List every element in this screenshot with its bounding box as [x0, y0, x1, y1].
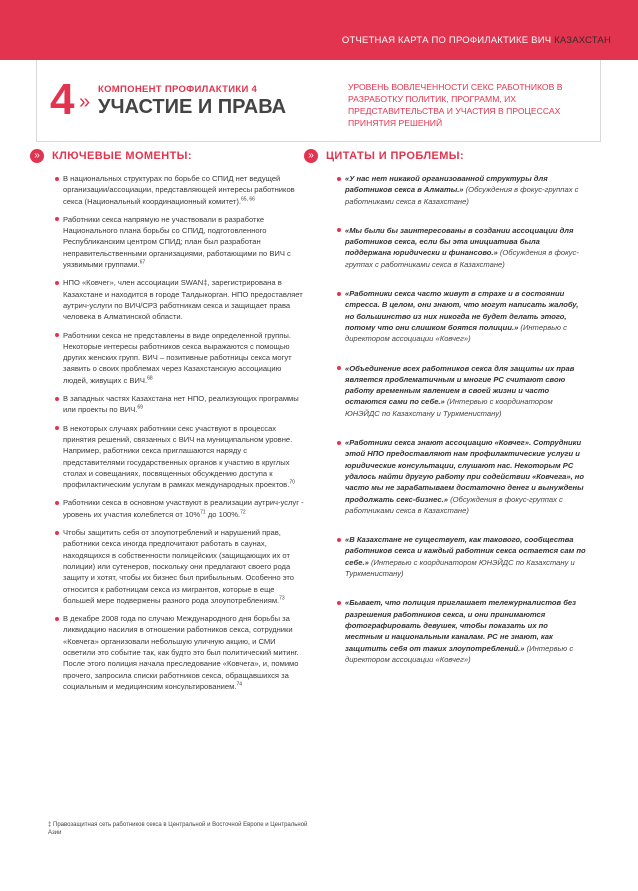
- component-level-description: УРОВЕНЬ ВОВЛЕЧЕННОСТИ СЕКС РАБОТНИКОВ В РАЗРАБОТКУ ПОЛИТИК, ПРОГРАММ, ИХ ПРЕДСТАВИТЕЛЬСТВА И УЧАСТИЯ В ПРОЦЕССАХ ПРИНЯТИЯ РЕШЕНИЙ: [348, 82, 563, 128]
- chevron-icon: »: [79, 91, 91, 113]
- key-point-text: НПО «Ковчег», член ассоциации SWAN‡, зарегистрирована в Казахстане и находится в городе Талдыкорган. НПО предоставляет аутрич-услуги по ВИЧ/СРЗ работникам секса и защищает права человека в Алматинской области.: [63, 278, 303, 322]
- list-item: [55, 277, 305, 322]
- quote-source: (Интервью с директором ассоциации «Ковчег»): [345, 643, 574, 664]
- quote-source: (Интервью с координатором ЮНЭЙДС по Казахстану и Туркменистану): [345, 557, 575, 579]
- footnote-ref: 71: [200, 509, 206, 516]
- list-item: [337, 597, 587, 665]
- list-item: [337, 534, 587, 579]
- footnote-ref: 68: [147, 375, 153, 382]
- quote-source: (Обсуждения в фокус-группах с работниками секса в Казахстане): [345, 494, 563, 515]
- list-item: [337, 173, 587, 207]
- quote-text: «У нас нет никакой организованной структуры для работников секса в Алматы.»: [345, 174, 548, 195]
- footnote-ref: 73: [279, 595, 285, 602]
- component-title: УЧАСТИЕ И ПРАВА: [98, 96, 287, 118]
- key-point-text: Работники секса в основном участвуют в реализации аутрич-услуг - уровень их участия колеблется от 10%: [63, 498, 304, 519]
- quote-source: (Обсуждения в фокус-группах с работниками секса в Казахстане): [345, 248, 579, 269]
- quote-text: «В Казахстане не существует, как такового, сообщества работников секса и каждый работник секса остается сам по себе.»: [345, 535, 586, 567]
- list-item: [55, 527, 305, 606]
- component-subtitle: КОМПОНЕНТ ПРОФИЛАКТИКИ 4: [98, 84, 258, 95]
- list-item: [337, 225, 587, 270]
- list-item: [337, 437, 587, 516]
- section-label: ЦИТАТЫ И ПРОБЛЕМЫ:: [326, 150, 465, 162]
- key-point-text: В декабре 2008 года по случаю Международного дня борьбы за ликвидацию насилия в отношении работников секса, сотрудники «Ковчега» организовали небольшую уличную акцию, и СМИ осветили это событие так, как будто это был политический митинг. После этого полиция начала преследование «Ковчега», и, помимо прочего, запросила списки работников секса, обращавшихся за социальным и медицинским консультированием.: [63, 614, 299, 691]
- quotes-heading: [304, 148, 464, 164]
- list-item: [55, 173, 305, 207]
- footnote-ref: 74: [236, 681, 243, 688]
- footnote-ref: 67: [139, 259, 146, 266]
- footnote-ref: 65, 66: [241, 196, 255, 203]
- footnote-ref: 72: [240, 509, 246, 516]
- key-point-text: В западных частях Казахстана нет НПО, реализующих программы или проекты по ВИЧ.: [63, 394, 299, 415]
- key-point-text: Чтобы защитить себя от злоупотреблений и нарушений прав, работники секса иногда предпочитают работать в саунах, находящихся в собственности полицейских (защищающих их от полиции) или сутенеров, поскольку они предлагают своего рода защиту и хотят, чтобы их бизнес был прибыльным. Особенно это относится к работницам секса из мигрантов, которые в еще большей мере подвержены разного рода злоупотреблениям.: [63, 528, 295, 605]
- report-title: ОТЧЕТНАЯ КАРТА ПО ПРОФИЛАКТИКЕ ВИЧ КАЗАХСТАН: [341, 35, 611, 46]
- quote-text: «Объединение всех работников секса для защиты их прав является проблематичным и многие РС считают свою работу временным явлением в своей жизни и часто остаются сами по себе.»: [345, 363, 575, 407]
- list-item: [55, 214, 305, 270]
- key-point-text: В некоторых случаях работники секс участвуют в процессах принятия решений, связанных с ВИЧ на муниципальном уровне. Например, работники секса приглашаются наряду с представителями государственных органов к участию в круглых столах и совещаниях, посвященных обсуждению доступа к профилактическим услугам в рамках международных проектов.: [63, 423, 293, 490]
- key-point-text: Работники секса не представлены в виде определенной группы. Некоторые интересы работников секса выражаются с помощью других женских групп. ВИЧ – позитивные работницы секса могут заявить о своих проблемах через Казахстанскую ассоциацию людей, живущих с ВИЧ.: [63, 330, 292, 385]
- footnote-ref: 70: [289, 479, 295, 486]
- list-item: [55, 497, 305, 520]
- component-number: 4: [50, 75, 75, 124]
- list-item: [55, 613, 305, 692]
- country-name: КАЗАХСТАН: [554, 35, 611, 46]
- key-point-text: до 100%.: [205, 509, 241, 519]
- footnote: [48, 821, 308, 837]
- key-point-text: Работники секса напрямую не участвовали в разработке Национального плана борьбы со СПИД, подготовленного Республиканским центром СПИД; план был разработан неправительственными организациями, работающими по ВИЧ с уязвимыми группами.: [63, 214, 291, 270]
- top-banner: [0, 0, 638, 60]
- key-points-heading: [30, 148, 192, 164]
- quote-text: «Бывает, что полиция приглашает тележурналистов без разрешения работников секса, и они принимаются фотографировать девушек, чтобы показать их по местным и национальным каналам. РС не знают, как защитить себя от таких злоупотреблений.»: [345, 598, 576, 653]
- key-points-list: [55, 173, 305, 692]
- footnote-text: Правозащитная сеть работников секса в Центральной и Восточной Европе и Центральной Азии: [48, 822, 308, 836]
- list-item: [55, 330, 305, 386]
- section-label: КЛЮЧЕВЫЕ МОМЕНТЫ:: [52, 150, 192, 162]
- list-item: [337, 363, 587, 419]
- key-point-text: В национальных структурах по борьбе со СПИД нет ведущей организации/ассоциации, представляющей интересы работников секса (Национальный координационный комитет).: [63, 174, 295, 206]
- list-item: [55, 423, 305, 491]
- quotes-column: [337, 173, 587, 683]
- chevron-icon: »: [30, 149, 44, 163]
- quote-source: (Интервью с директором ассоциации «Ковчег»): [345, 322, 567, 344]
- quote-text: «Мы были бы заинтересованы в создании ассоциации для работников секса, если бы эта инициатива была поддержана юридически и финансово.»: [345, 225, 574, 258]
- quotes-list: [337, 173, 587, 665]
- quote-text: «Работники секса часто живут в страхе и в состоянии стресса. В целом, они знают, что могут написать жалобу, но большинство из них никогда не будет делать этого, потому что они слишком боятся полиции.»: [345, 289, 579, 332]
- list-item: [55, 393, 305, 416]
- list-item: [337, 288, 587, 344]
- key-points-column: [55, 173, 305, 699]
- quote-source: (Интервью с координатором ЮНЭЙДС по Казахстану и Туркменистану): [345, 397, 553, 418]
- quote-text: «Работники секса знают ассоциацию «Ковчег». Сотрудники этой НПО предоставляют нам профилактические услуги и юридические консультации, слушают нас. Некоторым РС удалось найти другую работу при содействии «Ковчега», но часто мы не зарабатываем достаточно денег и вынуждены продолжать секс-бизнес.»: [345, 438, 585, 504]
- quote-source: (Обсуждения в фокус-группах с работниками секса в Казахстане): [345, 185, 579, 206]
- footnote-ref: 69: [137, 404, 143, 411]
- footnote-marker: ‡: [48, 822, 52, 828]
- chevron-icon: »: [304, 149, 318, 163]
